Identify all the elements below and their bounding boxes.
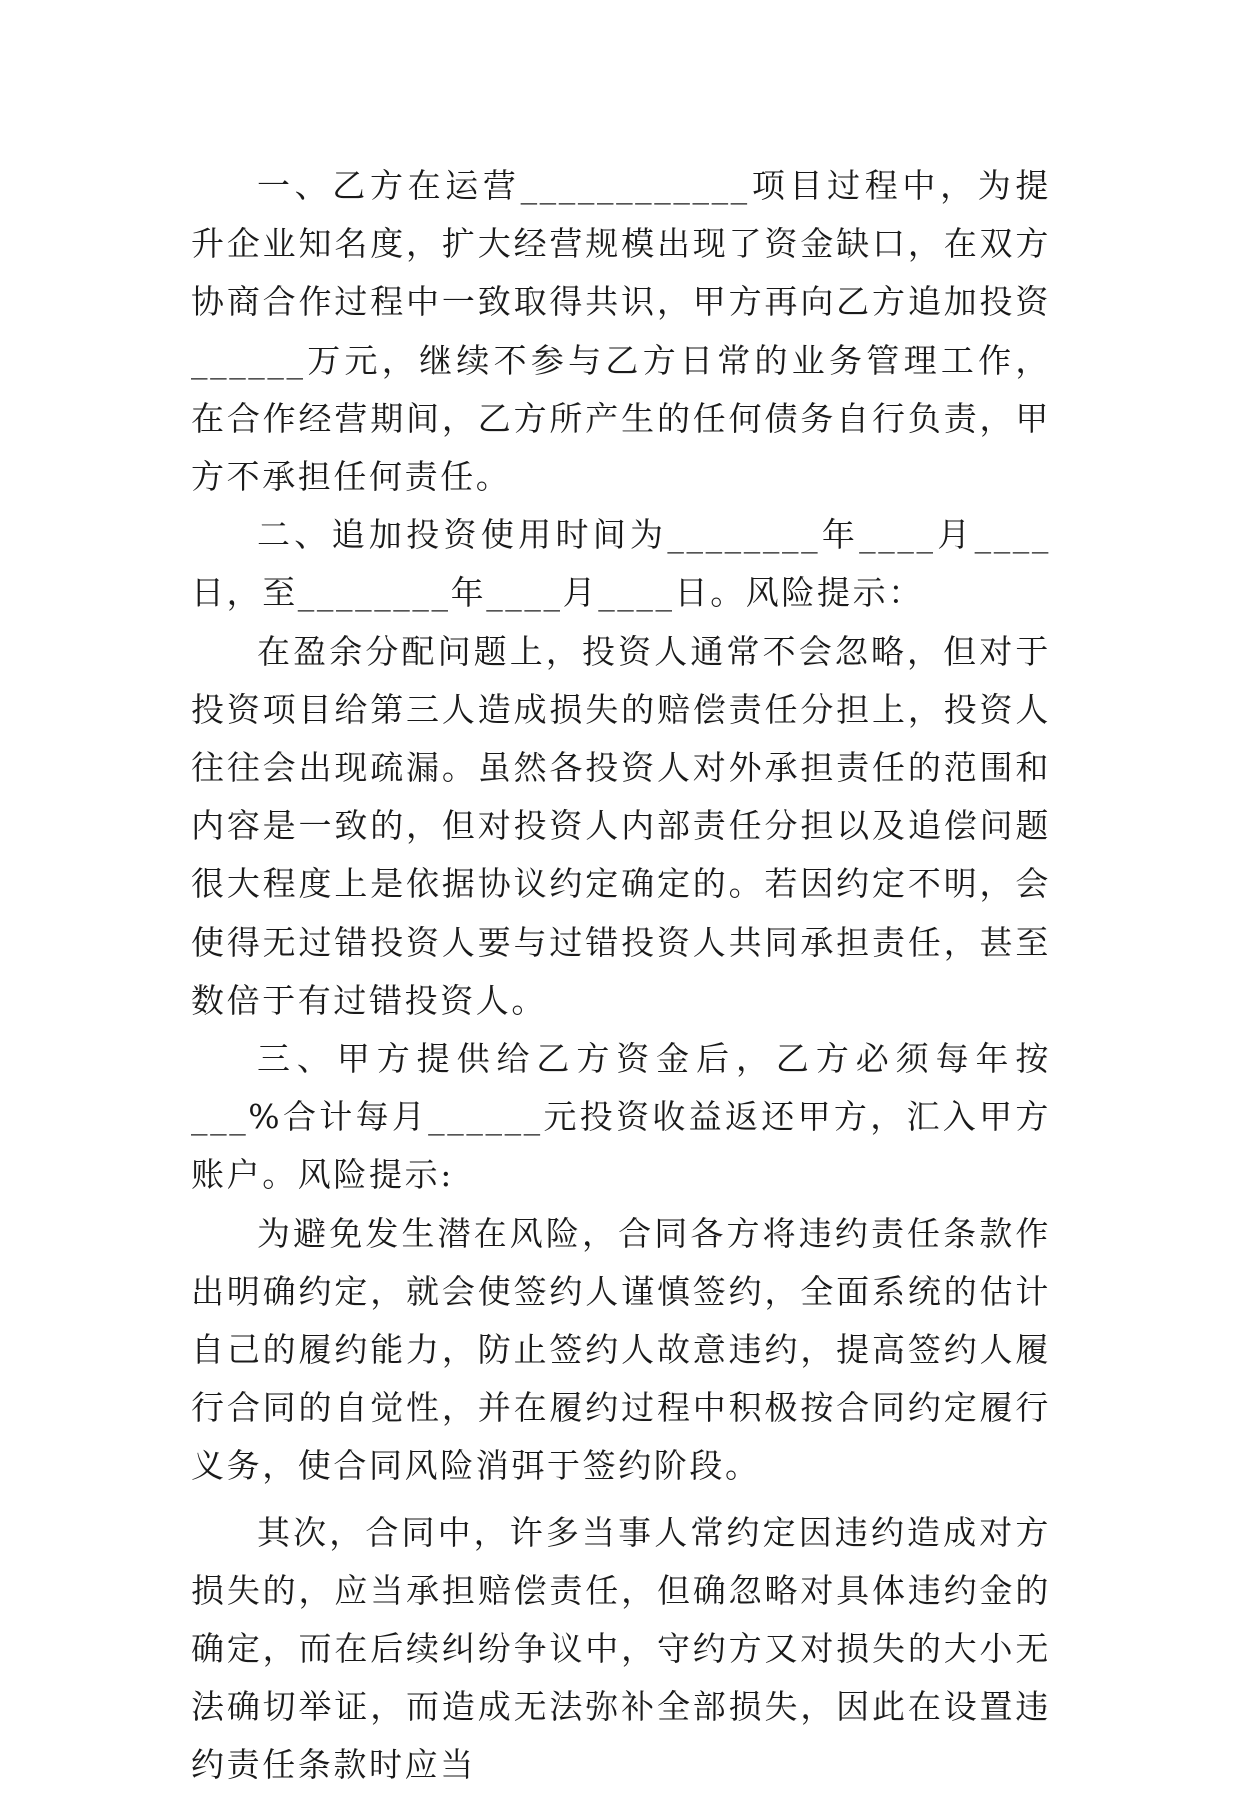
paragraph-risk-note-2: 为避免发生潜在风险，合同各方将违约责任条款作出明确约定，就会使签约人谨慎签约，全面系统的估计自己的履约能力，防止签约人故意违约，提高签约人履行合同的自觉性，并在履约过程中积极按合同约定履行义务，使合同风险消弭于签约阶段。 [191, 1213, 1051, 1486]
paragraph-clause-2: 二、追加投资使用时间为________年____月____日，至________年____月____日。风险提示： [191, 515, 1051, 613]
paragraph-clause-3: 三、甲方提供给乙方资金后，乙方必须每年按___%合计每月______元投资收益返还甲方，汇入甲方账户。风险提示: [191, 1039, 1051, 1195]
paragraph-risk-note-1: 在盈余分配问题上，投资人通常不会忽略，但对于投资项目给第三人造成损失的赔偿责任分担上，投资人往往会出现疏漏。虽然各投资人对外承担责任的范围和内容是一致的，但对投资人内部责任分担以及追偿问题很大程度上是依据协议约定确定的。若因约定不明，会使得无过错投资人要与过错投资人共同承担责任，甚至数倍于有过错投资人。 [191, 631, 1051, 1020]
paragraph-clause-1: 一、乙方在运营____________项目过程中，为提升企业知名度，扩大经营规模出现了资金缺口，在双方协商合作过程中一致取得共识，甲方再向乙方追加投资______万元，继续不参与乙方日常的业务管理工作，在合作经营期间，乙方所产生的任何债务自行负责，甲方不承担任何责任。 [191, 166, 1051, 497]
paragraph-risk-note-3: 其次，合同中，许多当事人常约定因违约造成对方损失的，应当承担赔偿责任，但确忽略对具体违约金的确定，而在后续纠纷争议中，守约方又对损失的大小无法确切举证，而造成无法弥补全部损失，因此在设置违约责任条款时应当 [191, 1512, 1051, 1785]
document-body [191, 157, 1051, 1795]
